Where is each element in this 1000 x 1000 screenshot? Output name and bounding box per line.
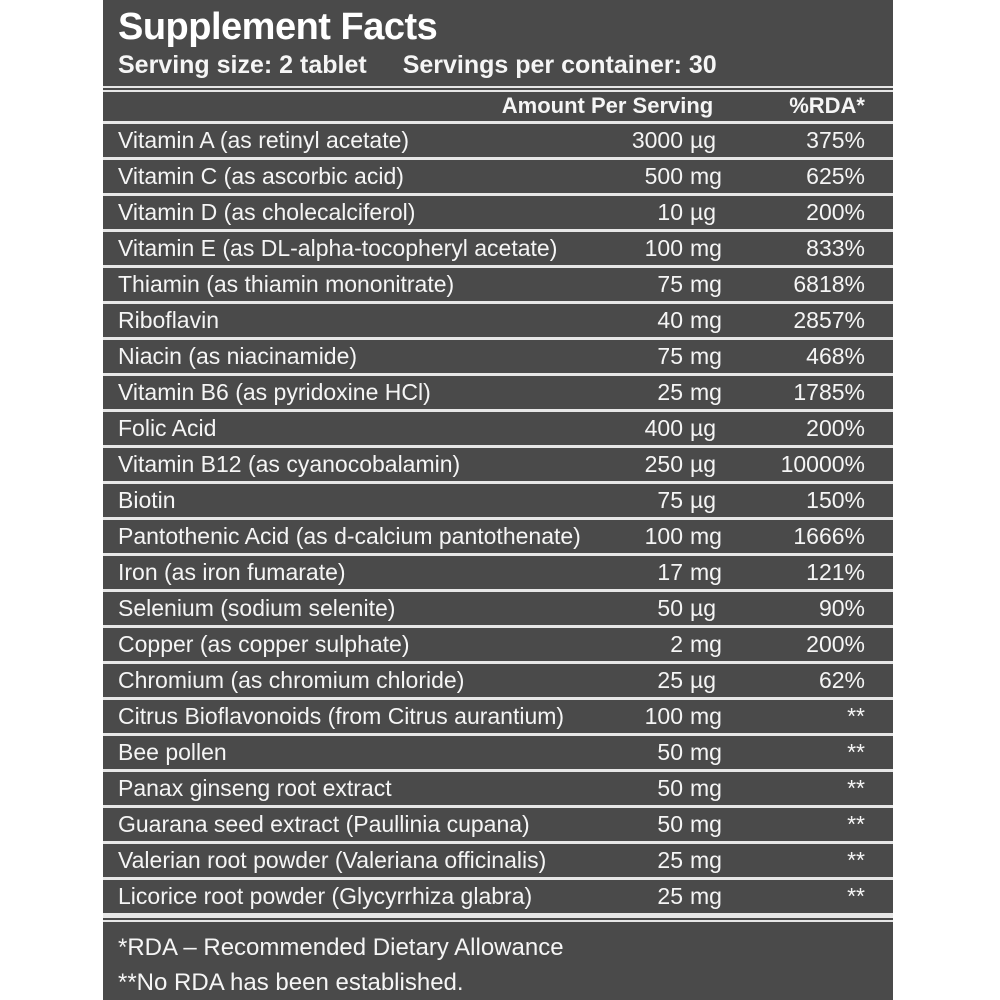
amount-unit: mg: [690, 739, 722, 766]
nutrient-name: Niacin (as niacinamide): [118, 343, 358, 370]
nutrient-name: Riboflavin: [118, 307, 219, 334]
nutrient-name: Panax ginseng root extract: [118, 775, 392, 802]
rda-value: 1785%: [793, 379, 865, 406]
amount-value: 50: [657, 595, 683, 622]
table-row: [103, 772, 893, 805]
table-row: [103, 340, 893, 373]
nutrient-name: Selenium (sodium selenite): [118, 595, 396, 622]
amount-value: 400: [644, 415, 683, 442]
table-row: [103, 844, 893, 877]
rda-value: 1666%: [793, 523, 865, 550]
serving-size-text: Serving size: 2 tablet: [118, 51, 367, 79]
amount-value: 2: [670, 631, 683, 658]
rda-value: 6818%: [793, 271, 865, 298]
amount-value: 50: [657, 739, 683, 766]
amount-value: 500: [644, 163, 683, 190]
amount-value: 50: [657, 775, 683, 802]
amount-unit: mg: [690, 775, 722, 802]
nutrient-name: Citrus Bioflavonoids (from Citrus aurantium): [118, 703, 565, 730]
amount-unit: mg: [690, 811, 722, 838]
table-row: [103, 160, 893, 193]
table-row: [103, 808, 893, 841]
amount-value: 75: [657, 271, 683, 298]
nutrient-name: Valerian root powder (Valeriana officinalis): [118, 847, 547, 874]
table-row: [103, 628, 893, 661]
divider-rule: [103, 918, 893, 920]
amount-unit: µg: [690, 415, 717, 442]
table-row: [103, 556, 893, 589]
nutrient-name: Folic Acid: [118, 415, 217, 442]
amount-unit: mg: [690, 523, 722, 550]
rda-value: **: [847, 847, 865, 874]
rda-column-header: %RDA*: [789, 93, 865, 119]
table-row: [103, 376, 893, 409]
amount-unit: mg: [690, 559, 722, 586]
amount-column-header: Amount Per Serving: [501, 93, 714, 119]
amount-value: 25: [657, 847, 683, 874]
nutrient-name: Iron (as iron fumarate): [118, 559, 346, 586]
table-row: [103, 700, 893, 733]
amount-value: 250: [644, 451, 683, 478]
amount-value: 75: [657, 487, 683, 514]
rda-value: 200%: [806, 199, 865, 226]
rda-value: 833%: [806, 235, 865, 262]
table-row: [103, 268, 893, 301]
nutrient-name: Biotin: [118, 487, 176, 514]
rda-value: 62%: [818, 667, 865, 694]
amount-value: 17: [657, 559, 683, 586]
section-divider: [103, 916, 893, 922]
amount-value: 100: [644, 703, 683, 730]
amount-value: 100: [644, 235, 683, 262]
amount-value: 25: [657, 667, 683, 694]
footnote-no-rda: **No RDA has been established.: [118, 969, 464, 996]
rda-value: **: [847, 703, 865, 730]
label-title: Supplement Facts: [118, 6, 438, 48]
table-row: [103, 520, 893, 553]
nutrient-name: Licorice root powder (Glycyrrhiza glabra): [118, 883, 533, 910]
nutrient-name: Guarana seed extract (Paullinia cupana): [118, 811, 530, 838]
divider-rule: [103, 88, 893, 90]
amount-value: 10: [657, 199, 683, 226]
serving-info: [118, 50, 878, 80]
nutrient-name: Vitamin D (as cholecalciferol): [118, 199, 416, 226]
footnote-rda-definition: *RDA – Recommended Dietary Allowance: [118, 934, 564, 961]
table-row: [103, 412, 893, 445]
amount-unit: mg: [690, 703, 722, 730]
table-row: [103, 124, 893, 157]
facts-header-row: [103, 92, 893, 122]
rda-value: 200%: [806, 631, 865, 658]
nutrient-name: Vitamin B6 (as pyridoxine HCl): [118, 379, 431, 406]
rda-value: 468%: [806, 343, 865, 370]
amount-unit: mg: [690, 235, 722, 262]
facts-table: [103, 124, 893, 916]
rda-value: **: [847, 811, 865, 838]
rda-value: 200%: [806, 415, 865, 442]
nutrient-name: Copper (as copper sulphate): [118, 631, 410, 658]
servings-per-container-text: Servings per container: 30: [402, 51, 717, 79]
section-divider: [103, 86, 893, 92]
nutrient-name: Vitamin A (as retinyl acetate): [118, 127, 410, 154]
amount-unit: mg: [690, 883, 722, 910]
table-row: [103, 880, 893, 913]
amount-unit: mg: [690, 847, 722, 874]
rda-value: 121%: [806, 559, 865, 586]
table-row: [103, 448, 893, 481]
rda-value: 625%: [806, 163, 865, 190]
amount-unit: mg: [690, 631, 722, 658]
rda-value: 90%: [818, 595, 865, 622]
nutrient-name: Chromium (as chromium chloride): [118, 667, 465, 694]
amount-value: 75: [657, 343, 683, 370]
amount-value: 40: [657, 307, 683, 334]
amount-value: 100: [644, 523, 683, 550]
supplement-facts-label: [103, 0, 893, 1000]
rda-value: 2857%: [793, 307, 865, 334]
amount-unit: µg: [690, 595, 717, 622]
nutrient-name: Thiamin (as thiamin mononitrate): [118, 271, 455, 298]
amount-unit: µg: [690, 199, 717, 226]
amount-unit: mg: [690, 307, 722, 334]
nutrient-name: Vitamin C (as ascorbic acid): [118, 163, 404, 190]
rda-value: **: [847, 883, 865, 910]
amount-value: 50: [657, 811, 683, 838]
table-row: [103, 232, 893, 265]
amount-unit: µg: [690, 667, 717, 694]
amount-unit: mg: [690, 343, 722, 370]
amount-unit: mg: [690, 271, 722, 298]
rda-value: **: [847, 775, 865, 802]
nutrient-name: Vitamin E (as DL-alpha-tocopheryl acetate): [118, 235, 558, 262]
amount-unit: mg: [690, 163, 722, 190]
amount-unit: µg: [690, 127, 717, 154]
nutrient-name: Pantothenic Acid (as d-calcium pantothenate): [118, 523, 581, 550]
rda-value: 375%: [806, 127, 865, 154]
table-row: [103, 736, 893, 769]
nutrient-name: Bee pollen: [118, 739, 227, 766]
amount-unit: mg: [690, 379, 722, 406]
title-block: [103, 0, 893, 86]
rda-value: 10000%: [780, 451, 865, 478]
amount-value: 25: [657, 883, 683, 910]
amount-unit: µg: [690, 487, 717, 514]
table-row: [103, 484, 893, 517]
rda-value: **: [847, 739, 865, 766]
amount-unit: µg: [690, 451, 717, 478]
table-row: [103, 664, 893, 697]
rda-value: 150%: [806, 487, 865, 514]
table-row: [103, 304, 893, 337]
amount-value: 25: [657, 379, 683, 406]
footnotes-block: [103, 922, 893, 1000]
table-row: [103, 592, 893, 625]
amount-value: 3000: [631, 127, 683, 154]
table-row: [103, 196, 893, 229]
nutrient-name: Vitamin B12 (as cyanocobalamin): [118, 451, 461, 478]
